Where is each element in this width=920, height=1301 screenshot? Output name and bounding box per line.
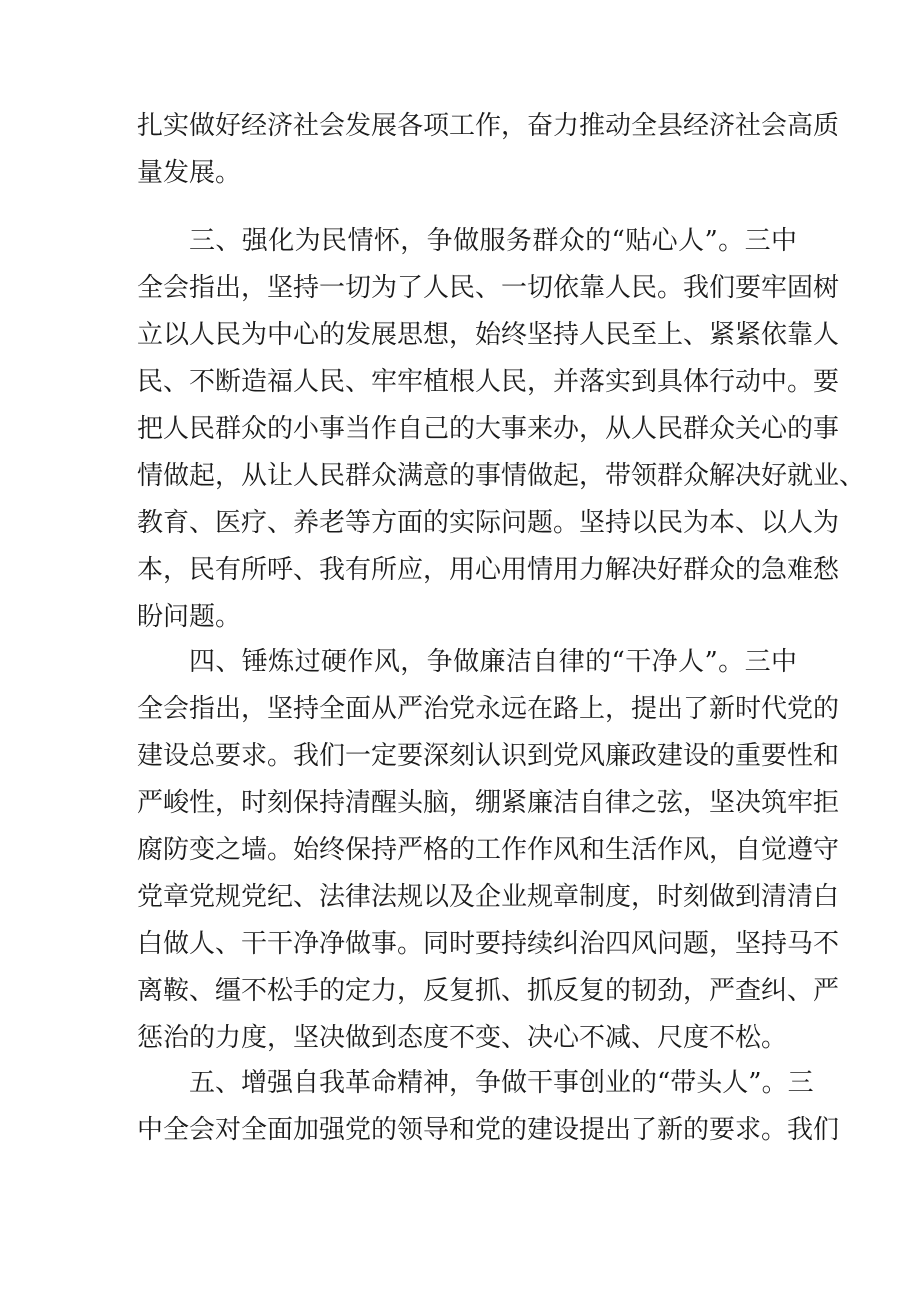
text-line: 情做起，从让人民群众满意的事情做起，带领群众解决好就业、 [137, 461, 866, 491]
paragraph-first-line: 三、强化为民情怀，争做服务群众的“贴心人”。三中 [189, 226, 797, 256]
text-line: 扎实做好经济社会发展各项工作，奋力推动全县经济社会高质 [137, 111, 840, 141]
text-line: 量发展。 [137, 158, 242, 188]
paragraph-section-4 [137, 639, 840, 1062]
text-line: 盼问题。 [137, 602, 242, 632]
text-line: 中全会对全面加强党的领导和党的建设提出了新的要求。我们 [137, 1115, 840, 1145]
text-line: 严峻性，时刻保持清醒头脑，绷紧廉洁自律之弦，坚决筑牢拒 [137, 788, 840, 818]
text-line: 建设总要求。我们一定要深刻认识到党风廉政建设的重要性和 [137, 741, 840, 771]
text-line: 惩治的力度，坚决做到态度不变、决心不减、尺度不松。 [137, 1023, 788, 1053]
text-line: 本，民有所呼、我有所应，用心用情用力解决好群众的急难愁 [137, 555, 840, 585]
text-line: 立以人民为中心的发展思想，始终坚持人民至上、紧紧依靠人 [137, 320, 840, 350]
paragraph-section-5 [137, 1060, 840, 1154]
text-line: 教育、医疗、养老等方面的实际问题。坚持以民为本、以人为 [137, 508, 840, 538]
text-line: 离鞍、缰不松手的定力，反复抓、抓反复的韧劲，严查纠、严 [137, 976, 840, 1006]
text-line: 全会指出，坚持一切为了人民、一切依靠人民。我们要牢固树 [137, 273, 840, 303]
paragraph-continuation [137, 103, 840, 197]
paragraph-first-line: 四、锤炼过硬作风，争做廉洁自律的“干净人”。三中 [189, 647, 797, 677]
text-line: 全会指出，坚持全面从严治党永远在路上，提出了新时代党的 [137, 694, 840, 724]
text-line: 党章党规党纪、法律法规以及企业规章制度，时刻做到清清白 [137, 882, 840, 912]
text-line: 腐防变之墙。始终保持严格的工作作风和生活作风，自觉遵守 [137, 835, 840, 865]
paragraph-first-line: 五、增强自我革命精神，争做干事创业的“带头人”。三 [189, 1068, 814, 1098]
text-line: 民、不断造福人民、牢牢植根人民，并落实到具体行动中。要 [137, 367, 840, 397]
text-line: 白做人、干干净净做事。同时要持续纠治四风问题，坚持马不 [137, 929, 840, 959]
text-line: 把人民群众的小事当作自己的大事来办，从人民群众关心的事 [137, 414, 840, 444]
paragraph-section-3 [137, 218, 866, 641]
